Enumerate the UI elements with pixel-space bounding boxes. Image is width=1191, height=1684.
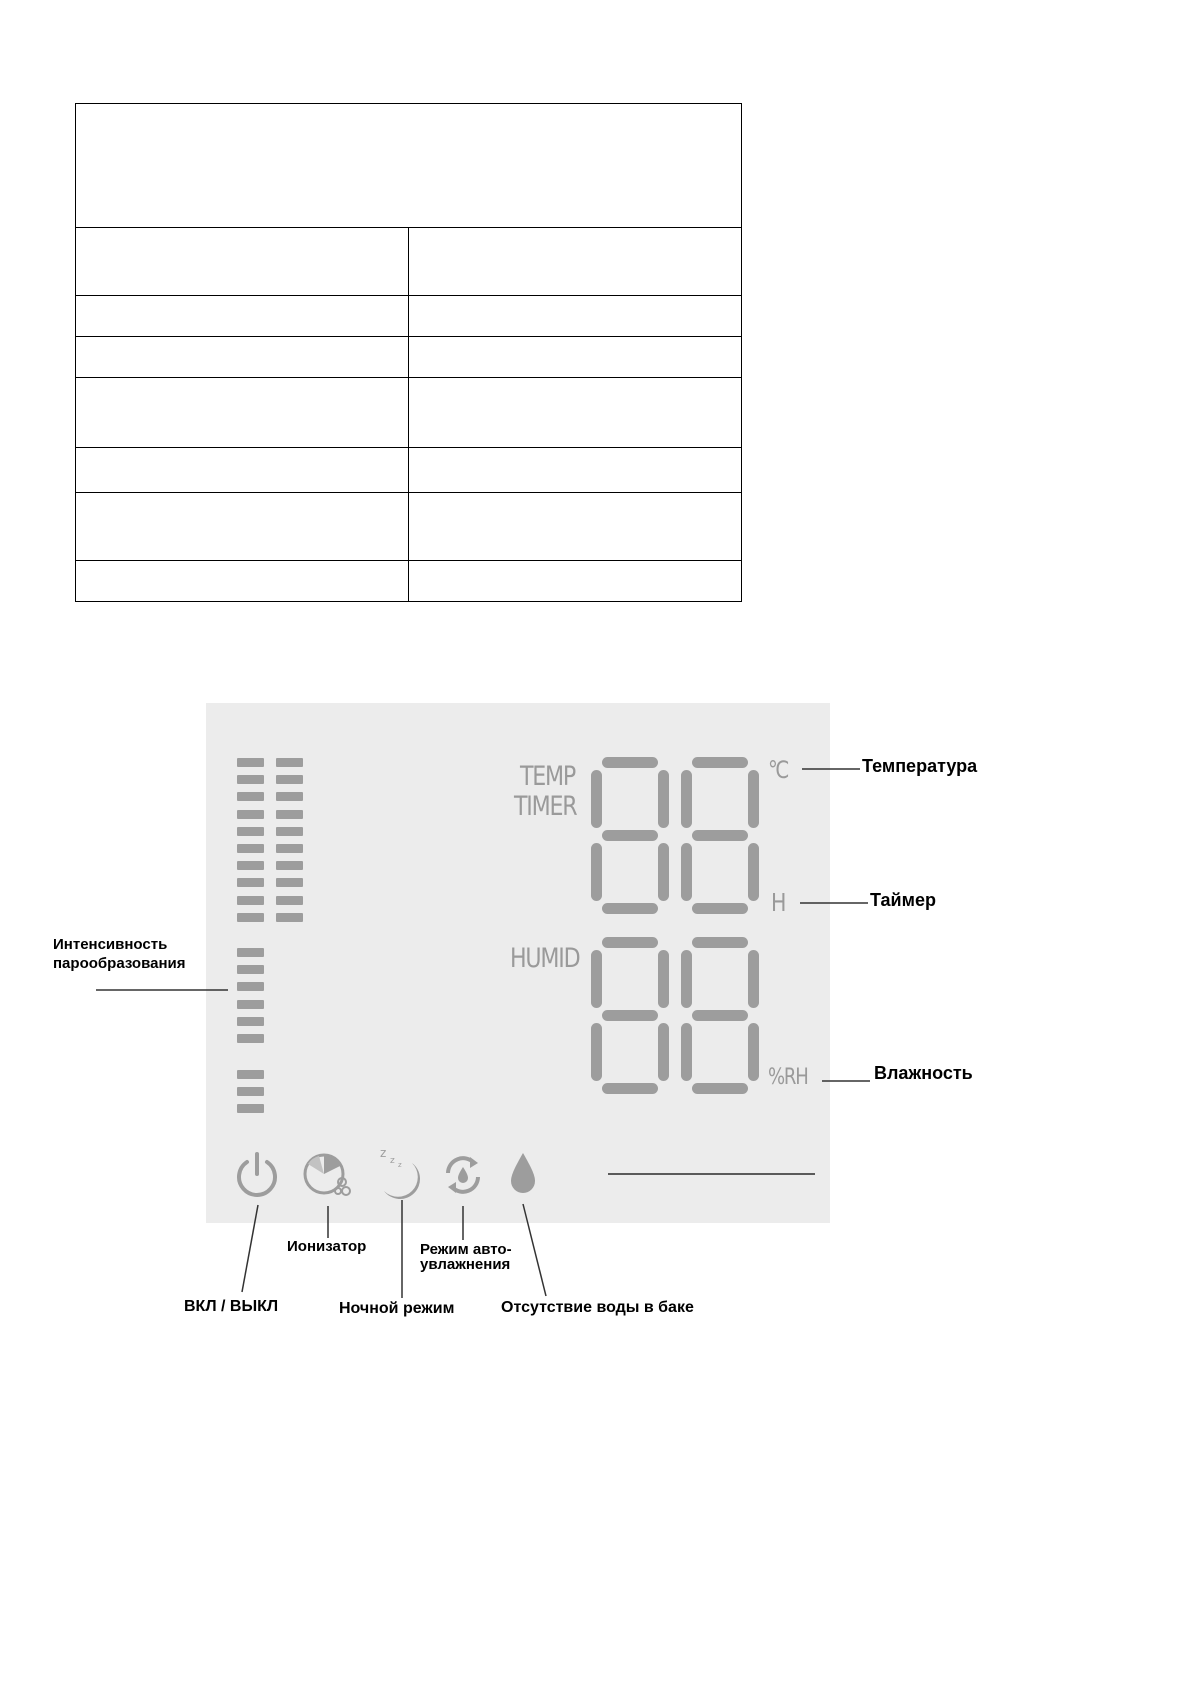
auto-humidify-label-line1: Режим авто- xyxy=(420,1241,512,1258)
ionizer-label: Ионизатор xyxy=(287,1238,367,1255)
humidity-unit: %RH xyxy=(768,1065,808,1090)
intensity-label-line2: парообразования xyxy=(53,955,186,972)
svg-text:z: z xyxy=(398,1161,402,1169)
humid-label: HUMID xyxy=(510,943,580,974)
hour-unit: H xyxy=(771,888,786,917)
auto-humidify-label-line2: увлажнения xyxy=(420,1256,511,1273)
night-mode-label: Ночной режим xyxy=(339,1300,455,1317)
temp-label: TEMP xyxy=(520,761,576,792)
intensity-label-line1: Интенсивность xyxy=(53,936,168,953)
no-water-label: Отсутствие воды в баке xyxy=(501,1299,694,1316)
power-label: ВКЛ / ВЫКЛ xyxy=(184,1298,279,1315)
svg-text:z: z xyxy=(380,1146,387,1160)
timer-annotation-label: Таймер xyxy=(870,890,936,910)
celsius-unit: °C xyxy=(768,756,787,784)
svg-text:z: z xyxy=(390,1156,395,1166)
humidity-label: Влажность xyxy=(874,1063,973,1083)
timer-label: TIMER xyxy=(514,791,577,822)
temperature-label: Температура xyxy=(862,756,978,776)
